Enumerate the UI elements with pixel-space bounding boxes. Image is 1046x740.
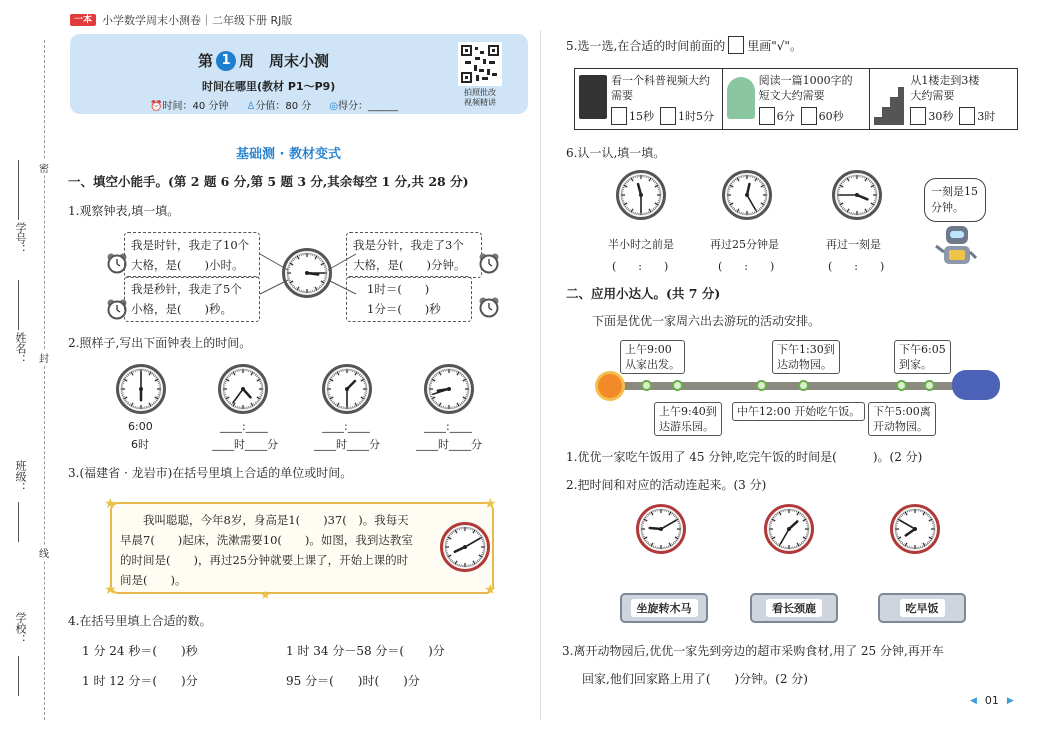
q6-clock-2 [722, 170, 772, 223]
q1-title: 1.观察钟表,填一填。 [68, 204, 180, 218]
bind-char: 封 [39, 350, 49, 365]
q3-title: 3.(福建省 · 龙岩市)在括号里填上合适的单位或时间。 [68, 466, 353, 480]
q5-cell-2: 阅读一篇1000字的 短文大约需要 6分 60秒 [723, 69, 871, 129]
timeline-dot [672, 380, 683, 391]
star-icon: ★ [484, 496, 497, 512]
q2-clock-2 [218, 364, 268, 417]
next-page-icon[interactable]: ▶ [1006, 695, 1014, 706]
series-title: 小学数学周末小测卷｜二年级下册 RJ版 [102, 14, 293, 27]
q5-options-2[interactable]: 6分 60秒 [759, 107, 844, 125]
q6-clock-1 [616, 170, 666, 223]
page-number: 01 [984, 694, 999, 707]
class-label: 班级： [14, 460, 27, 493]
alarm-clock-icon [478, 252, 500, 277]
q6-answer-1[interactable]: ( : ) [612, 260, 669, 273]
video-icon [579, 75, 607, 119]
q6-answer-2[interactable]: ( : ) [718, 260, 775, 273]
q4-item-4[interactable]: 95 分＝( )时( )分 [286, 674, 420, 688]
name-label: 姓名： [14, 332, 27, 365]
star-icon: ★ [104, 496, 117, 512]
q4-item-3[interactable]: 1 时 12 分＝( )分 [82, 674, 198, 688]
part2-clock-1 [636, 504, 686, 557]
event-zoo-leave: 下午5:00离 开动物园。 [868, 402, 936, 436]
stairs-icon [874, 75, 904, 125]
q6-label-2: 再过25分钟是 [710, 238, 779, 251]
cut-char: 线 [39, 545, 49, 560]
event-home: 下午6:05 到家。 [894, 340, 951, 374]
section-title: 基础测 · 教材变式 [236, 147, 341, 162]
timeline-bar [620, 382, 960, 390]
q5-cell-3: 从1楼走到3楼 大约需要 30秒 3时 [870, 69, 1017, 129]
sun-icon [598, 374, 622, 398]
series-badge: 一本 [70, 14, 96, 26]
part2-title: 二、应用小达人。(共 7 分) [566, 286, 721, 301]
time-info: ⏰时间：40 分钟 [150, 101, 229, 112]
q6-title: 6.认一认,填一填。 [566, 146, 666, 160]
connector-lines [258, 244, 358, 304]
hour-hand-text: 我是时针，我走了10个 大格，是( )小时。 [124, 232, 260, 278]
answer-text-3[interactable]: ____时____分 [314, 438, 380, 451]
timeline-dot [756, 380, 767, 391]
event-park-arrive: 上午9:40到 达游乐园。 [654, 402, 722, 436]
q4-title: 4.在括号里填上合适的数。 [68, 614, 212, 628]
seal-char: 密 [39, 160, 49, 175]
q5-options-3[interactable]: 30秒 3时 [910, 107, 995, 125]
q4-item-2[interactable]: 1 时 34 分－58 分＝( )分 [286, 644, 445, 658]
activity-carousel[interactable]: 坐旋转木马 [620, 593, 708, 623]
score-field[interactable]: ◎得分：______ [329, 101, 398, 112]
answer-digital-4[interactable]: ____:____ [424, 420, 472, 433]
part2-q1[interactable]: 1.优优一家吃午饭用了 45 分钟,吃完午饭的时间是( )。(2 分) [566, 450, 923, 464]
header-subtitle: 时间在哪里(教材 P1～P9) [202, 80, 336, 93]
q2-clock-4 [424, 364, 474, 417]
q2-clock-3 [322, 364, 372, 417]
timeline-dot [896, 380, 907, 391]
part2-q3-line1: 3.离开动物园后,优优一家先到旁边的超市采购食材,用了 25 分钟,再开车 [562, 644, 944, 658]
activity-breakfast[interactable]: 吃早饭 [878, 593, 966, 623]
q5-title: 5.选一选,在合适的时间前面的 里画"√"。 [566, 36, 802, 54]
part2-q2: 2.把时间和对应的活动连起来。(3 分) [566, 478, 767, 492]
q2-title: 2.照样子,写出下面钟表上的时间。 [68, 336, 252, 350]
q6-answer-3[interactable]: ( : ) [828, 260, 885, 273]
part2-intro: 下面是优优一家周六出去游玩的活动安排。 [592, 314, 821, 328]
part2-q3-line2[interactable]: 回家,他们回家路上用了( )分钟。(2 分) [582, 672, 808, 686]
second-hand-text: 我是秒针，我走了5个 小格，是( )秒。 [124, 276, 260, 322]
q5-options-1[interactable]: 15秒 1时5分 [611, 107, 714, 125]
answer-text-4[interactable]: ____时____分 [416, 438, 482, 451]
answer-digital-2[interactable]: ____:____ [220, 420, 268, 433]
event-zoo-arrive: 下午1:30到 达动物园。 [772, 340, 840, 374]
q5-cell-1: 看一个科普视频大约 需要 15秒 1时5分 [575, 69, 723, 129]
speech-bubble: 一刻是15 分钟。 [924, 178, 986, 222]
student-id-field[interactable] [12, 160, 32, 260]
prev-page-icon[interactable]: ◀ [970, 695, 977, 706]
conversion-text: 1时＝( ) 1分＝( )秒 [346, 276, 472, 322]
q4-item-1[interactable]: 1 分 24 秒＝( )秒 [82, 644, 198, 658]
minute-hand-text: 我是分针，我走了3个 大格，是( )分钟。 [346, 232, 482, 278]
header-meta [150, 97, 398, 112]
timeline-dot [641, 380, 652, 391]
q3-classroom-clock [440, 522, 490, 575]
q3-story-text: 我叫聪聪，今年8岁，身高是1( )37( )。我每天 早晨7( )起床，洗漱需要10( )。如图，我到达教室 的时间是( )，再过25分钟就要上课了，开始上课的时 间是( )。 [120, 513, 413, 587]
page-divider [540, 30, 541, 720]
moon-night-icon [952, 370, 1000, 400]
student-id-label: 学号： [14, 222, 27, 255]
score-total-info: ♙分值：80 分 [246, 101, 312, 112]
school-field[interactable] [12, 590, 32, 700]
clock-icon: ⏰ [150, 101, 163, 112]
class-field[interactable] [12, 440, 32, 540]
alarm-clock-icon [478, 296, 500, 321]
timeline-dot [798, 380, 809, 391]
part2-clock-3 [890, 504, 940, 557]
star-icon: ★ [104, 582, 117, 598]
person-icon: ♙ [246, 101, 256, 112]
q2-clock-example [116, 364, 166, 417]
answer-digital-3[interactable]: ____:____ [322, 420, 370, 433]
qr-code[interactable] [458, 42, 502, 86]
qr-code-icon [461, 45, 499, 83]
part1-title: 一、填空小能手。(第 2 题 6 分,第 5 题 3 分,其余每空 1 分,共 28 分) [68, 174, 469, 189]
q6-label-3: 再过一刻是 [826, 238, 881, 251]
event-depart: 上午9:00 从家出发。 [620, 340, 685, 374]
page-footer [970, 694, 1014, 707]
timeline-dot [924, 380, 935, 391]
example-text: 6时 [131, 438, 149, 451]
binding-dotted-line [44, 40, 45, 720]
star-icon: ★ [484, 582, 497, 598]
q5-table [574, 68, 1018, 130]
answer-text-2[interactable]: ____时____分 [212, 438, 278, 451]
top-bar [70, 12, 292, 28]
qr-caption: 拍照批改 视频精讲 [464, 88, 496, 107]
activity-giraffe[interactable]: 看长颈鹿 [750, 593, 838, 623]
target-icon: ◎ [329, 101, 338, 112]
name-field[interactable] [12, 280, 32, 380]
header-banner [70, 34, 528, 114]
q6-clock-3 [832, 170, 882, 223]
star-icon: ★ [260, 588, 271, 602]
checkbox-sample [728, 36, 744, 54]
reading-kid-icon [727, 77, 755, 119]
binding-strip [0, 0, 60, 740]
part2-clock-2 [764, 504, 814, 557]
event-lunch: 中午12:00 开始吃午饭。 [732, 402, 865, 421]
week-title: 第 1 周 周末小测 [198, 52, 330, 70]
robot-icon [934, 224, 978, 270]
week-number-badge: 1 [216, 51, 236, 71]
q6-label-1: 半小时之前是 [608, 238, 674, 251]
example-digital: 6:00 [128, 420, 153, 433]
school-label: 学校： [14, 612, 27, 645]
q3-story-box [110, 502, 494, 594]
